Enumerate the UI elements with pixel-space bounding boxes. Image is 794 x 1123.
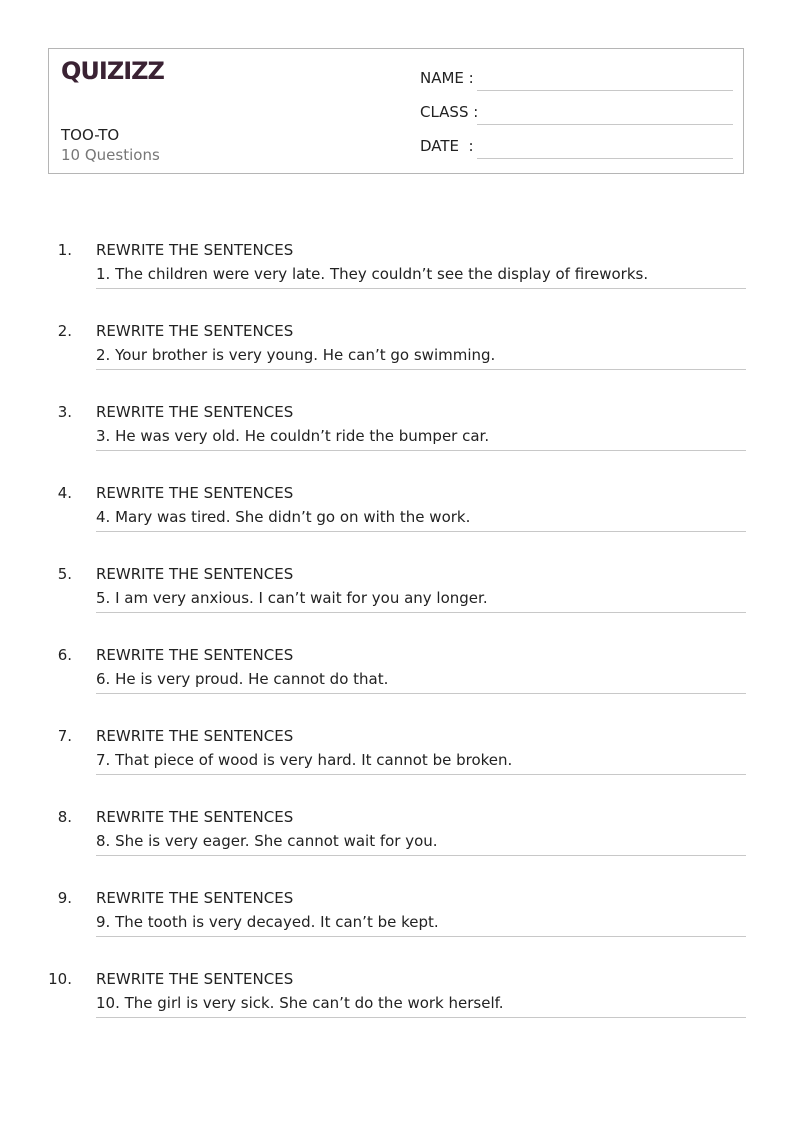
question-number: 8. [57, 808, 72, 826]
question-prompt: REWRITE THE SENTENCES [96, 403, 294, 421]
question-number: 1. [57, 241, 72, 259]
question-sentence: 10. The girl is very sick. She can’t do the work herself. [96, 994, 504, 1012]
question-sentence: 8. She is very eager. She cannot wait for you. [96, 832, 438, 850]
answer-line[interactable] [96, 612, 746, 613]
answer-line[interactable] [96, 855, 746, 856]
question-sentence: 1. The children were very late. They couldn’t see the display of fireworks. [96, 265, 649, 283]
question-item [0, 646, 794, 727]
answer-line[interactable] [96, 450, 746, 451]
question-item [0, 484, 794, 565]
name-write-line[interactable] [477, 90, 733, 91]
question-sentence: 9. The tooth is very decayed. It can’t be kept. [96, 913, 439, 931]
question-item [0, 808, 794, 889]
question-sentence: 5. I am very anxious. I can’t wait for you any longer. [96, 589, 488, 607]
question-item [0, 322, 794, 403]
question-number: 3. [57, 403, 72, 421]
answer-line[interactable] [96, 288, 746, 289]
worksheet-title: TOO-TO [61, 126, 120, 144]
quizizz-logo: QUIZIZZ [61, 57, 164, 85]
date-write-line[interactable] [477, 158, 733, 159]
question-number: 2. [57, 322, 72, 340]
question-number: 4. [57, 484, 72, 502]
worksheet-header [48, 48, 744, 174]
question-item [0, 970, 794, 1051]
name-label: NAME : [420, 69, 474, 87]
answer-line[interactable] [96, 774, 746, 775]
date-label: DATE : [420, 137, 474, 155]
class-field[interactable] [420, 103, 733, 127]
question-number: 9. [57, 889, 72, 907]
question-prompt: REWRITE THE SENTENCES [96, 808, 294, 826]
question-number: 5. [57, 565, 72, 583]
answer-line[interactable] [96, 1017, 746, 1018]
question-item [0, 889, 794, 970]
question-sentence: 2. Your brother is very young. He can’t go swimming. [96, 346, 496, 364]
question-prompt: REWRITE THE SENTENCES [96, 727, 294, 745]
answer-line[interactable] [96, 531, 746, 532]
question-list [0, 241, 794, 1051]
question-sentence: 7. That piece of wood is very hard. It cannot be broken. [96, 751, 513, 769]
answer-line[interactable] [96, 936, 746, 937]
question-prompt: REWRITE THE SENTENCES [96, 970, 294, 988]
question-prompt: REWRITE THE SENTENCES [96, 484, 294, 502]
question-prompt: REWRITE THE SENTENCES [96, 565, 294, 583]
question-number: 6. [57, 646, 72, 664]
question-number: 7. [57, 727, 72, 745]
question-prompt: REWRITE THE SENTENCES [96, 322, 294, 340]
question-item [0, 241, 794, 322]
name-field[interactable] [420, 69, 733, 93]
class-label: CLASS : [420, 103, 479, 121]
question-sentence: 3. He was very old. He couldn’t ride the bumper car. [96, 427, 490, 445]
question-sentence: 4. Mary was tired. She didn’t go on with the work. [96, 508, 471, 526]
answer-line[interactable] [96, 693, 746, 694]
question-sentence: 6. He is very proud. He cannot do that. [96, 670, 389, 688]
date-field[interactable] [420, 137, 733, 161]
question-item [0, 403, 794, 484]
answer-line[interactable] [96, 369, 746, 370]
question-prompt: REWRITE THE SENTENCES [96, 646, 294, 664]
question-number: 10. [48, 970, 72, 988]
class-write-line[interactable] [477, 124, 733, 125]
question-prompt: REWRITE THE SENTENCES [96, 889, 294, 907]
question-item [0, 565, 794, 646]
question-count: 10 Questions [61, 146, 160, 164]
question-prompt: REWRITE THE SENTENCES [96, 241, 294, 259]
question-item [0, 727, 794, 808]
